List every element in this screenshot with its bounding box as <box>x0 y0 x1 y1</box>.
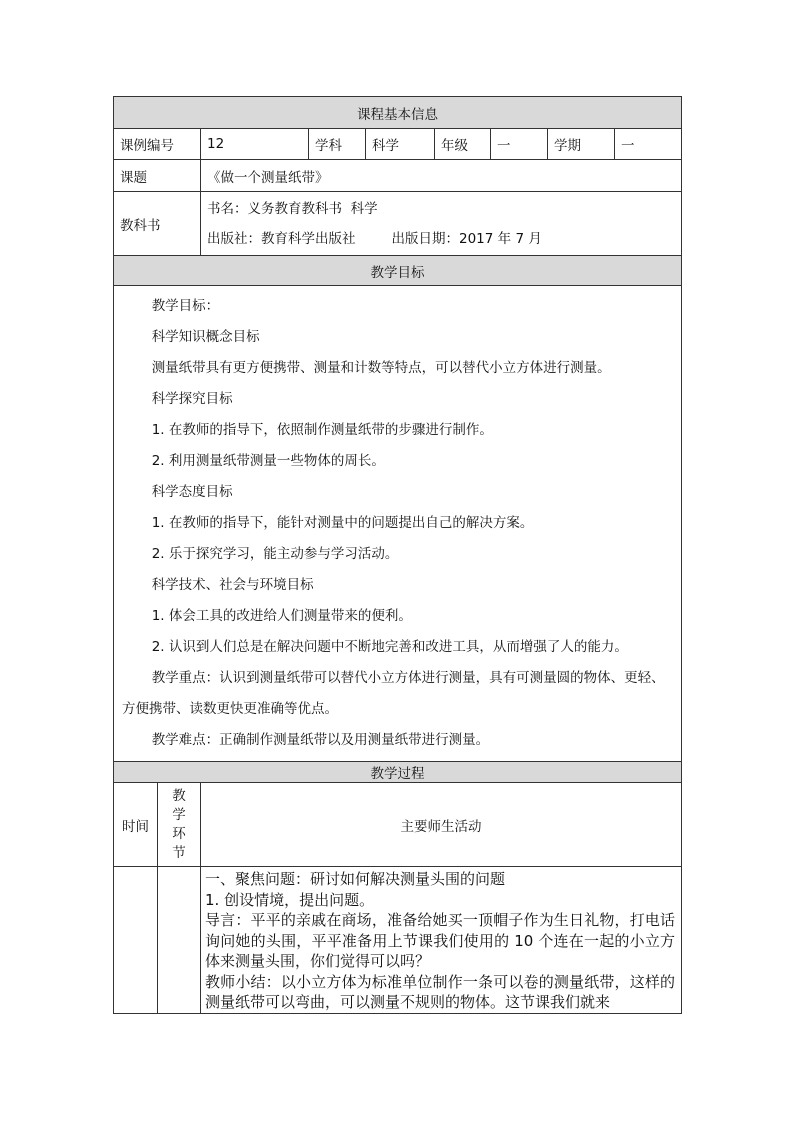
subject-value: 科学 <box>366 129 435 160</box>
time-cell <box>114 867 158 1014</box>
term-value: 一 <box>615 129 682 160</box>
activity-line: 导言：平平的亲戚在商场，准备给她买一顶帽子作为生日礼物，打电话询问她的头围，平平准备用上节课我们使用的 10 个连在一起的小立方体来测量头围，你们觉得可以吗？ <box>205 911 676 970</box>
stage-char: 环 <box>172 825 186 842</box>
col-header-stage <box>158 783 201 867</box>
lesson-plan-table <box>113 96 682 1014</box>
goal-line: 1. 在教师的指导下，能针对测量中的问题提出自己的解决方案。 <box>151 515 534 531</box>
textbook-label: 教科书 <box>114 192 201 256</box>
activity-line: 1. 创设情境，提出问题。 <box>205 890 375 909</box>
book-name: 书名：义务教育教科书 科学 <box>207 200 378 217</box>
book-publisher: 出版社：教育科学出版社 <box>207 230 356 247</box>
goal-line: 科学态度目标 <box>151 484 233 500</box>
subject-label: 学科 <box>309 129 366 160</box>
activity-line: 一、聚焦问题：研讨如何解决测量头围的问题 <box>205 870 506 888</box>
stage-char: 节 <box>172 844 186 861</box>
term-label: 学期 <box>548 129 615 160</box>
teaching-goals <box>114 286 682 762</box>
section-header-basic-info: 课程基本信息 <box>114 97 682 129</box>
goal-line: 测量纸带具有更方便携带、测量和计数等特点，可以替代小立方体进行测量。 <box>151 360 611 376</box>
activity-cell <box>201 867 682 1014</box>
stage-char: 教 <box>172 787 186 804</box>
section-header-process: 教学过程 <box>114 762 682 783</box>
book-pub-date: 出版日期：2017 年 7 月 <box>391 230 542 247</box>
lesson-plan-document <box>113 96 681 1014</box>
goal-line: 科学探究目标 <box>151 391 233 407</box>
course-id-label: 课例编号 <box>114 129 201 160</box>
goal-line: 科学技术、社会与环境目标 <box>151 577 314 593</box>
col-header-time: 时间 <box>114 783 158 867</box>
book-publisher-line <box>207 224 675 254</box>
textbook-info <box>201 192 682 256</box>
topic-value: 《做一个测量纸带》 <box>201 160 682 192</box>
activity-line: 教师小结：以小立方体为标准单位制作一条可以卷的测量纸带，这样的测量纸带可以弯曲，可以测量不规则的物体。这节课我们就来 <box>205 972 676 1011</box>
stage-char: 学 <box>172 806 186 823</box>
goal-line: 教学重点：认识到测量纸带可以替代小立方体进行测量，具有可测量圆的物体、更轻、 <box>151 670 665 686</box>
goal-line: 方便携带、读数更快更准确等优点。 <box>122 701 338 717</box>
goal-line: 教学目标： <box>151 298 220 314</box>
stage-cell <box>158 867 201 1014</box>
goal-line: 科学知识概念目标 <box>151 329 260 345</box>
topic-label: 课题 <box>114 160 201 192</box>
section-header-goals: 教学目标 <box>114 256 682 286</box>
goal-line: 教学难点：正确制作测量纸带以及用测量纸带进行测量。 <box>151 732 490 748</box>
grade-label: 年级 <box>435 129 491 160</box>
goal-line: 2. 乐于探究学习，能主动参与学习活动。 <box>151 546 399 562</box>
goal-line: 1. 在教师的指导下，依照制作测量纸带的步骤进行制作。 <box>151 422 493 438</box>
goal-line: 1. 体会工具的改进给人们测量带来的便利。 <box>151 608 412 624</box>
grade-value: 一 <box>491 129 548 160</box>
goal-line: 2. 认识到人们总是在解决问题中不断地完善和改进工具，从而增强了人的能力。 <box>151 639 628 655</box>
col-header-activity: 主要师生活动 <box>201 783 682 867</box>
course-id-value: 12 <box>201 129 309 160</box>
goal-line: 2. 利用测量纸带测量一些物体的周长。 <box>151 453 385 469</box>
